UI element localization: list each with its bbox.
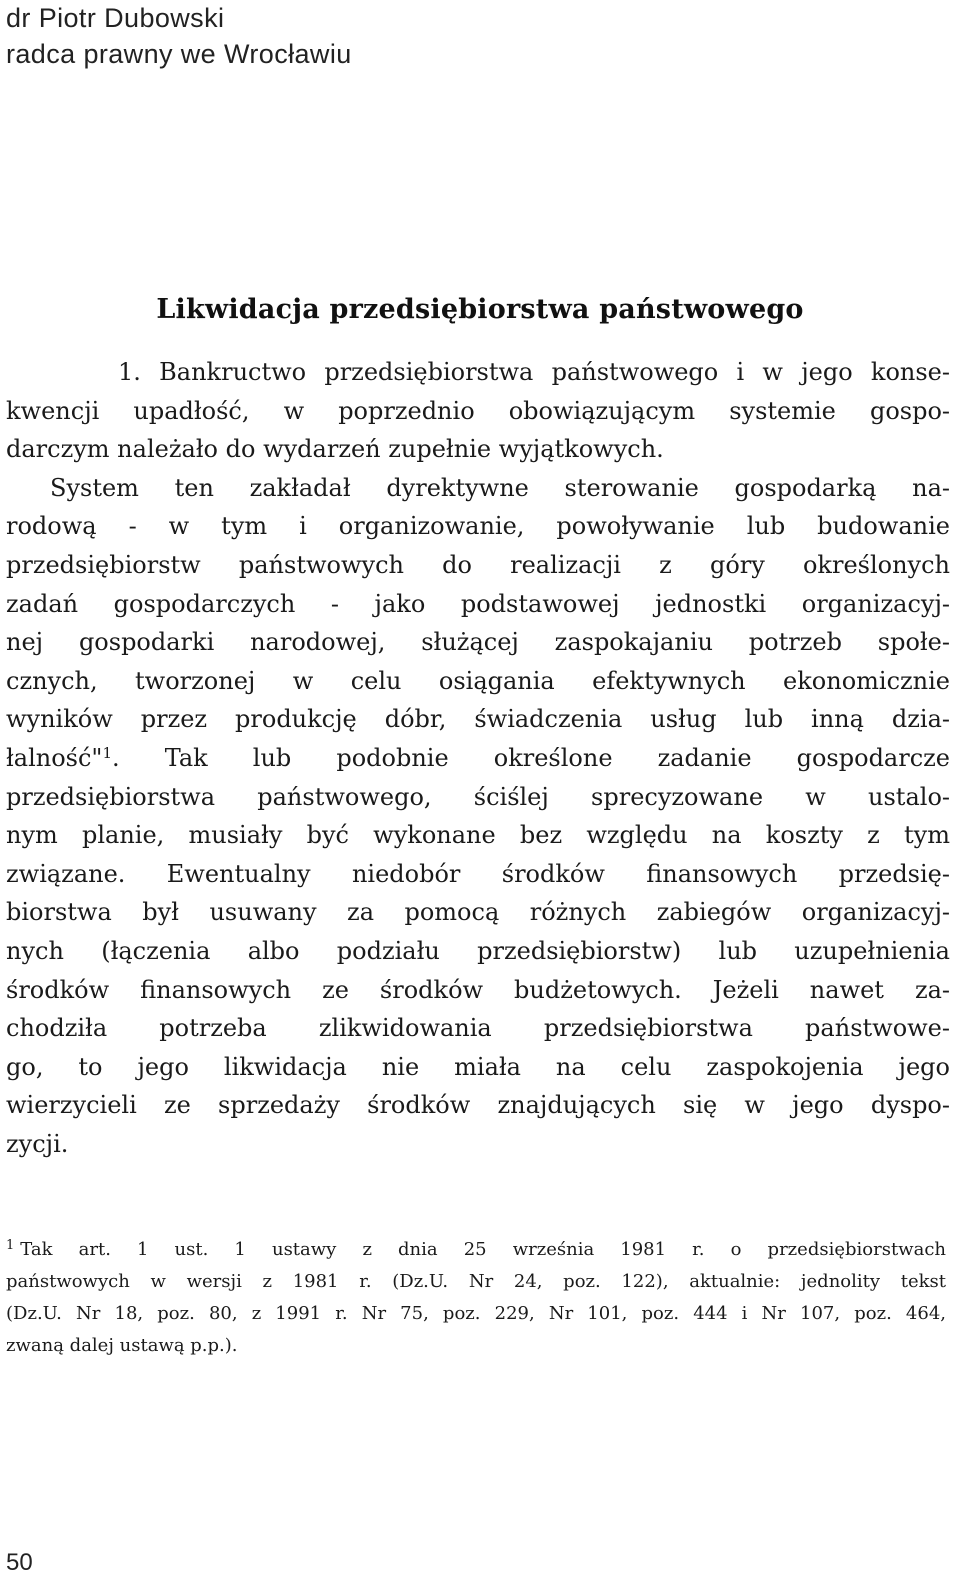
body-line: przedsiębiorstw państwowych do realizacji z góry określonych	[6, 550, 950, 579]
footnote-line	[6, 1234, 946, 1266]
body-line: wyników przez produkcję dóbr, świadczenia usług lub inną dzia-	[6, 705, 950, 734]
body-line-part: łalność"	[6, 743, 103, 772]
footnote-line: (Dz.U. Nr 18, poz. 80, z 1991 r. Nr 75, poz. 229, Nr 101, poz. 444 i Nr 107, poz. 464,	[6, 1303, 946, 1324]
article-title: Likwidacja przedsiębiorstwa państwowego	[156, 294, 804, 325]
author-block	[6, 0, 352, 72]
body-line: związane. Ewentualny niedobór środków finansowych przedsię-	[6, 859, 950, 888]
footnote-reference: 1	[102, 743, 113, 762]
body-line: cznych, tworzonej w celu osiągania efektywnych ekonomicznie	[6, 666, 950, 695]
body-line: zycji.	[6, 1129, 69, 1158]
body-line: biorstwa był usuwany za pomocą różnych zabiegów organizacyj-	[6, 898, 950, 927]
body-line: rodową - w tym i organizowanie, powoływanie lub budowanie	[6, 512, 950, 541]
footnote-text: Tak art. 1 ust. 1 ustawy z dnia 25 września 1981 r. o przedsiębiorstwach	[20, 1239, 946, 1260]
body-line: środków finansowych ze środków budżetowych. Jeżeli nawet za-	[6, 975, 950, 1004]
body-line: go, to jego likwidacja nie miała na celu zaspokojenia jego	[6, 1052, 950, 1081]
footnote-line: zwaną dalej ustawą p.p.).	[6, 1335, 238, 1356]
body-line-with-footnote-ref	[6, 739, 950, 778]
author-name: dr Piotr Dubowski	[6, 3, 225, 33]
body-line: System ten zakładał dyrektywne sterowanie gospodarką na-	[50, 473, 950, 502]
page-number: 50	[6, 1549, 33, 1576]
author-position: radca prawny we Wrocławiu	[6, 39, 352, 69]
body-line: darczym należało do wydarzeń zupełnie wyjątkowych.	[6, 435, 664, 464]
article-body	[6, 353, 950, 1163]
footnote	[6, 1234, 946, 1362]
body-line: nym planie, musiały być wykonane bez względu na koszty z tym	[6, 821, 950, 850]
body-line: chodziła potrzeba zlikwidowania przedsiębiorstwa państwowe-	[6, 1014, 950, 1043]
body-line-part: . Tak lub podobnie określone zadanie gospodarcze	[112, 743, 950, 772]
body-line: nej gospodarki narodowej, służącej zaspokajaniu potrzeb społe-	[6, 628, 950, 657]
footnote-mark: 1	[6, 1238, 15, 1253]
body-line: zadań gospodarczych - jako podstawowej jednostki organizacyj-	[6, 589, 950, 618]
body-line: wierzycieli ze sprzedaży środków znajdujących się w jego dyspo-	[6, 1091, 950, 1120]
body-line: nych (łączenia albo podziału przedsiębiorstw) lub uzupełnienia	[6, 936, 950, 965]
body-line: 1. Bankructwo przedsiębiorstwa państwowego i w jego konse-	[118, 358, 950, 386]
body-line: kwencji upadłość, w poprzednio obowiązującym systemie gospo-	[6, 396, 950, 425]
body-line: przedsiębiorstwa państwowego, ściślej sprecyzowane w ustalo-	[6, 782, 950, 811]
footnote-line: państwowych w wersji z 1981 r. (Dz.U. Nr 24, poz. 122), aktualnie: jednolity tekst	[6, 1271, 946, 1292]
